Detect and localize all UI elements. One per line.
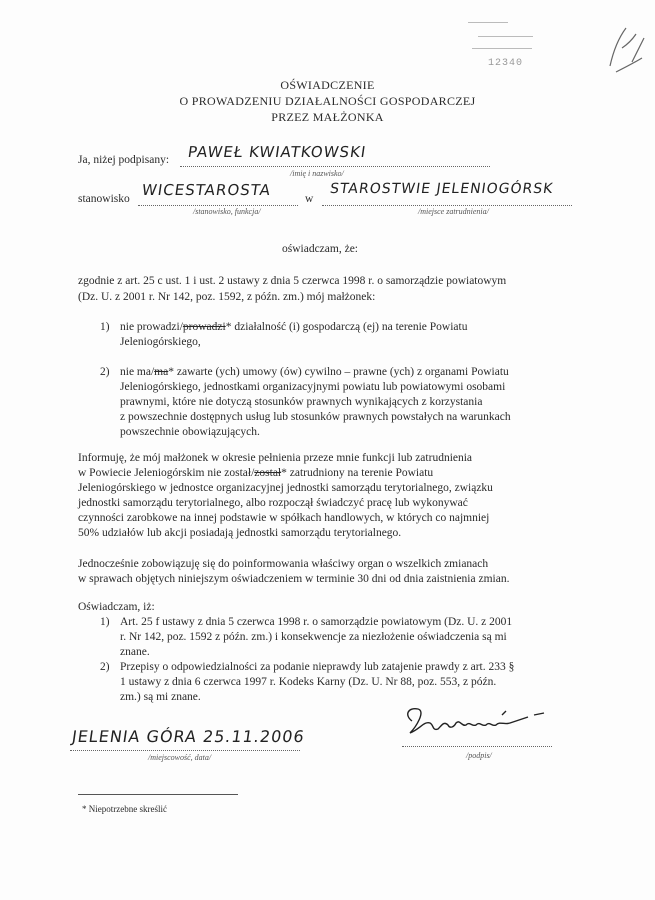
item-1-post: * działalność (i) gospodarczą (ej) na terenie Powiatu <box>225 321 468 333</box>
item-1-line-2: Jeleniogórskiego, <box>120 336 201 348</box>
signatory-label: Ja, niżej podpisany: <box>78 154 170 166</box>
intro-line-1: zgodnie z art. 25 c ust. 1 i ust. 2 ustawy z dnia 5 czerwca 1998 r. o samorządzie powiatowym <box>78 275 507 287</box>
handwritten-signature <box>398 703 558 743</box>
items2-1-line-1: Art. 25 f ustawy z dnia 5 czerwca 1998 r. o samorządzie powiatowym (Dz. U. z 2001 <box>120 616 513 628</box>
intro-line-2: (Dz. U. z 2001 r. Nr 142, poz. 1592, z późn. zm.) mój małżonek: <box>78 291 376 303</box>
commit-line-1: Jednocześnie zobowiązuję się do poinformowania właściwy organ o wszelkich zmianach <box>78 558 489 570</box>
items2-1-line-2: r. Nr 142, poz. 1592 z późn. zm.) i konsekwencje za niezłożenie oświadczenia są mi <box>120 631 507 643</box>
corner-initials-mark <box>602 18 648 78</box>
signatory-name-line <box>180 166 490 167</box>
footnote-divider <box>78 794 238 795</box>
items2-2-line-3: zm.) są mi znane. <box>120 691 201 703</box>
item-2-line-4: z powszechnie dostępnych usług lub stosunków prawnych powstałych na warunkach <box>120 411 511 423</box>
place-date-caption: /miejscowość, data/ <box>148 753 212 762</box>
position-value-handwritten: WICESTAROSTA <box>140 181 273 199</box>
title-line-3: PRZEZ MAŁŻONKA <box>271 110 384 124</box>
item-2-line-1 <box>120 366 509 378</box>
inform-line-1: Informuję, że mój małżonek w okresie pełnienia przeze mnie funkcji lub zatrudnienia <box>78 452 473 464</box>
item-2-line-2: Jeleniogórskiego, jednostkami organizacyjnymi powiatu lub powiatowymi osobami <box>120 381 506 393</box>
employer-caption: /miejsce zatrudnienia/ <box>418 207 489 216</box>
items2-2-number: 2) <box>100 661 110 673</box>
inform-line-3: Jeleniogórskiego w jednostce organizacyjnej jednostki samorządu terytorialnego, związku <box>78 482 493 494</box>
employer-handwritten: STAROSTWIE JELENIOGÓRSK <box>328 181 555 197</box>
position-connector: w <box>305 193 314 205</box>
employer-line <box>322 205 572 206</box>
position-value-line <box>138 205 298 206</box>
document-title <box>0 77 655 125</box>
declare2-heading: Oświadczam, iż: <box>78 601 155 613</box>
commit-line-2: w sprawach objętych niniejszym oświadczeniem w terminie 30 dni od dnia zaistnienia zmian. <box>78 573 510 585</box>
position-value-caption: /stanowisko, funkcja/ <box>193 207 261 216</box>
items2-1-line-3: znane. <box>120 646 150 658</box>
signatory-name-handwritten: PAWEŁ KWIATKOWSKI <box>186 143 368 161</box>
item-2-number: 2) <box>100 366 110 378</box>
inform-post: * zatrudniony na terenie Powiatu <box>281 467 434 479</box>
place-date-line <box>70 750 300 751</box>
item-2-line-5: powszechnie obowiązujących. <box>120 426 260 438</box>
registry-stamp <box>468 14 538 70</box>
inform-line-5: czynności zarobkowe na innej podstawie w spółkach handlowych, w których co najmniej <box>78 512 490 524</box>
item-2-struck: ma <box>154 366 169 378</box>
item-2-post: * zawarte (ych) umowy (ów) cywilno – prawne (ych) z organami Powiatu <box>168 366 509 378</box>
inform-pre: w Powiecie Jeleniogórskim nie został/ <box>78 467 255 479</box>
title-line-2: O PROWADZENIU DZIAŁALNOŚCI GOSPODARCZEJ <box>179 94 476 108</box>
stamp-number: 12340 <box>488 58 524 69</box>
signatory-name-caption: /imię i nazwisko/ <box>290 169 344 178</box>
inform-line-6: 50% udziałów lub akcji posiadają jednostki samorządu terytorialnego. <box>78 527 402 539</box>
declare-heading: oświadczam, że: <box>282 243 358 255</box>
title-line-1: OŚWIADCZENIE <box>280 78 375 92</box>
inform-line-4: jednostki samorządu terytorialnego, albo rozpoczął świadczyć pracę lub wykonywać <box>78 497 468 509</box>
items2-1-number: 1) <box>100 616 110 628</box>
item-2-line-3: prawnymi, które nie dotyczą stosunków prawnych wynikających z korzystania <box>120 396 483 408</box>
inform-struck: został <box>254 467 282 479</box>
item-1-struck: prowadzi <box>182 321 226 333</box>
items2-2-line-1: Przepisy o odpowiedzialności za podanie nieprawdy lub zatajenie prawdy z art. 233 § <box>120 661 515 673</box>
inform-line-2 <box>78 467 433 479</box>
item-1-number: 1) <box>100 321 110 333</box>
item-1-pre: nie prowadzi/ <box>120 321 183 333</box>
place-date-handwritten: JELENIA GÓRA 25.11.2006 <box>70 727 307 746</box>
items2-2-line-2: 1 ustawy z dnia 6 czerwca 1997 r. Kodeks Karny (Dz. U. Nr 88, poz. 553, z późn. <box>120 676 497 688</box>
item-2-pre: nie ma/ <box>120 366 155 378</box>
signature-line <box>402 746 552 747</box>
signature-caption: /podpis/ <box>466 751 492 760</box>
footnote: * Niepotrzebne skreślić <box>82 804 167 814</box>
position-label: stanowisko <box>78 193 130 205</box>
item-1-line-1 <box>120 321 467 333</box>
